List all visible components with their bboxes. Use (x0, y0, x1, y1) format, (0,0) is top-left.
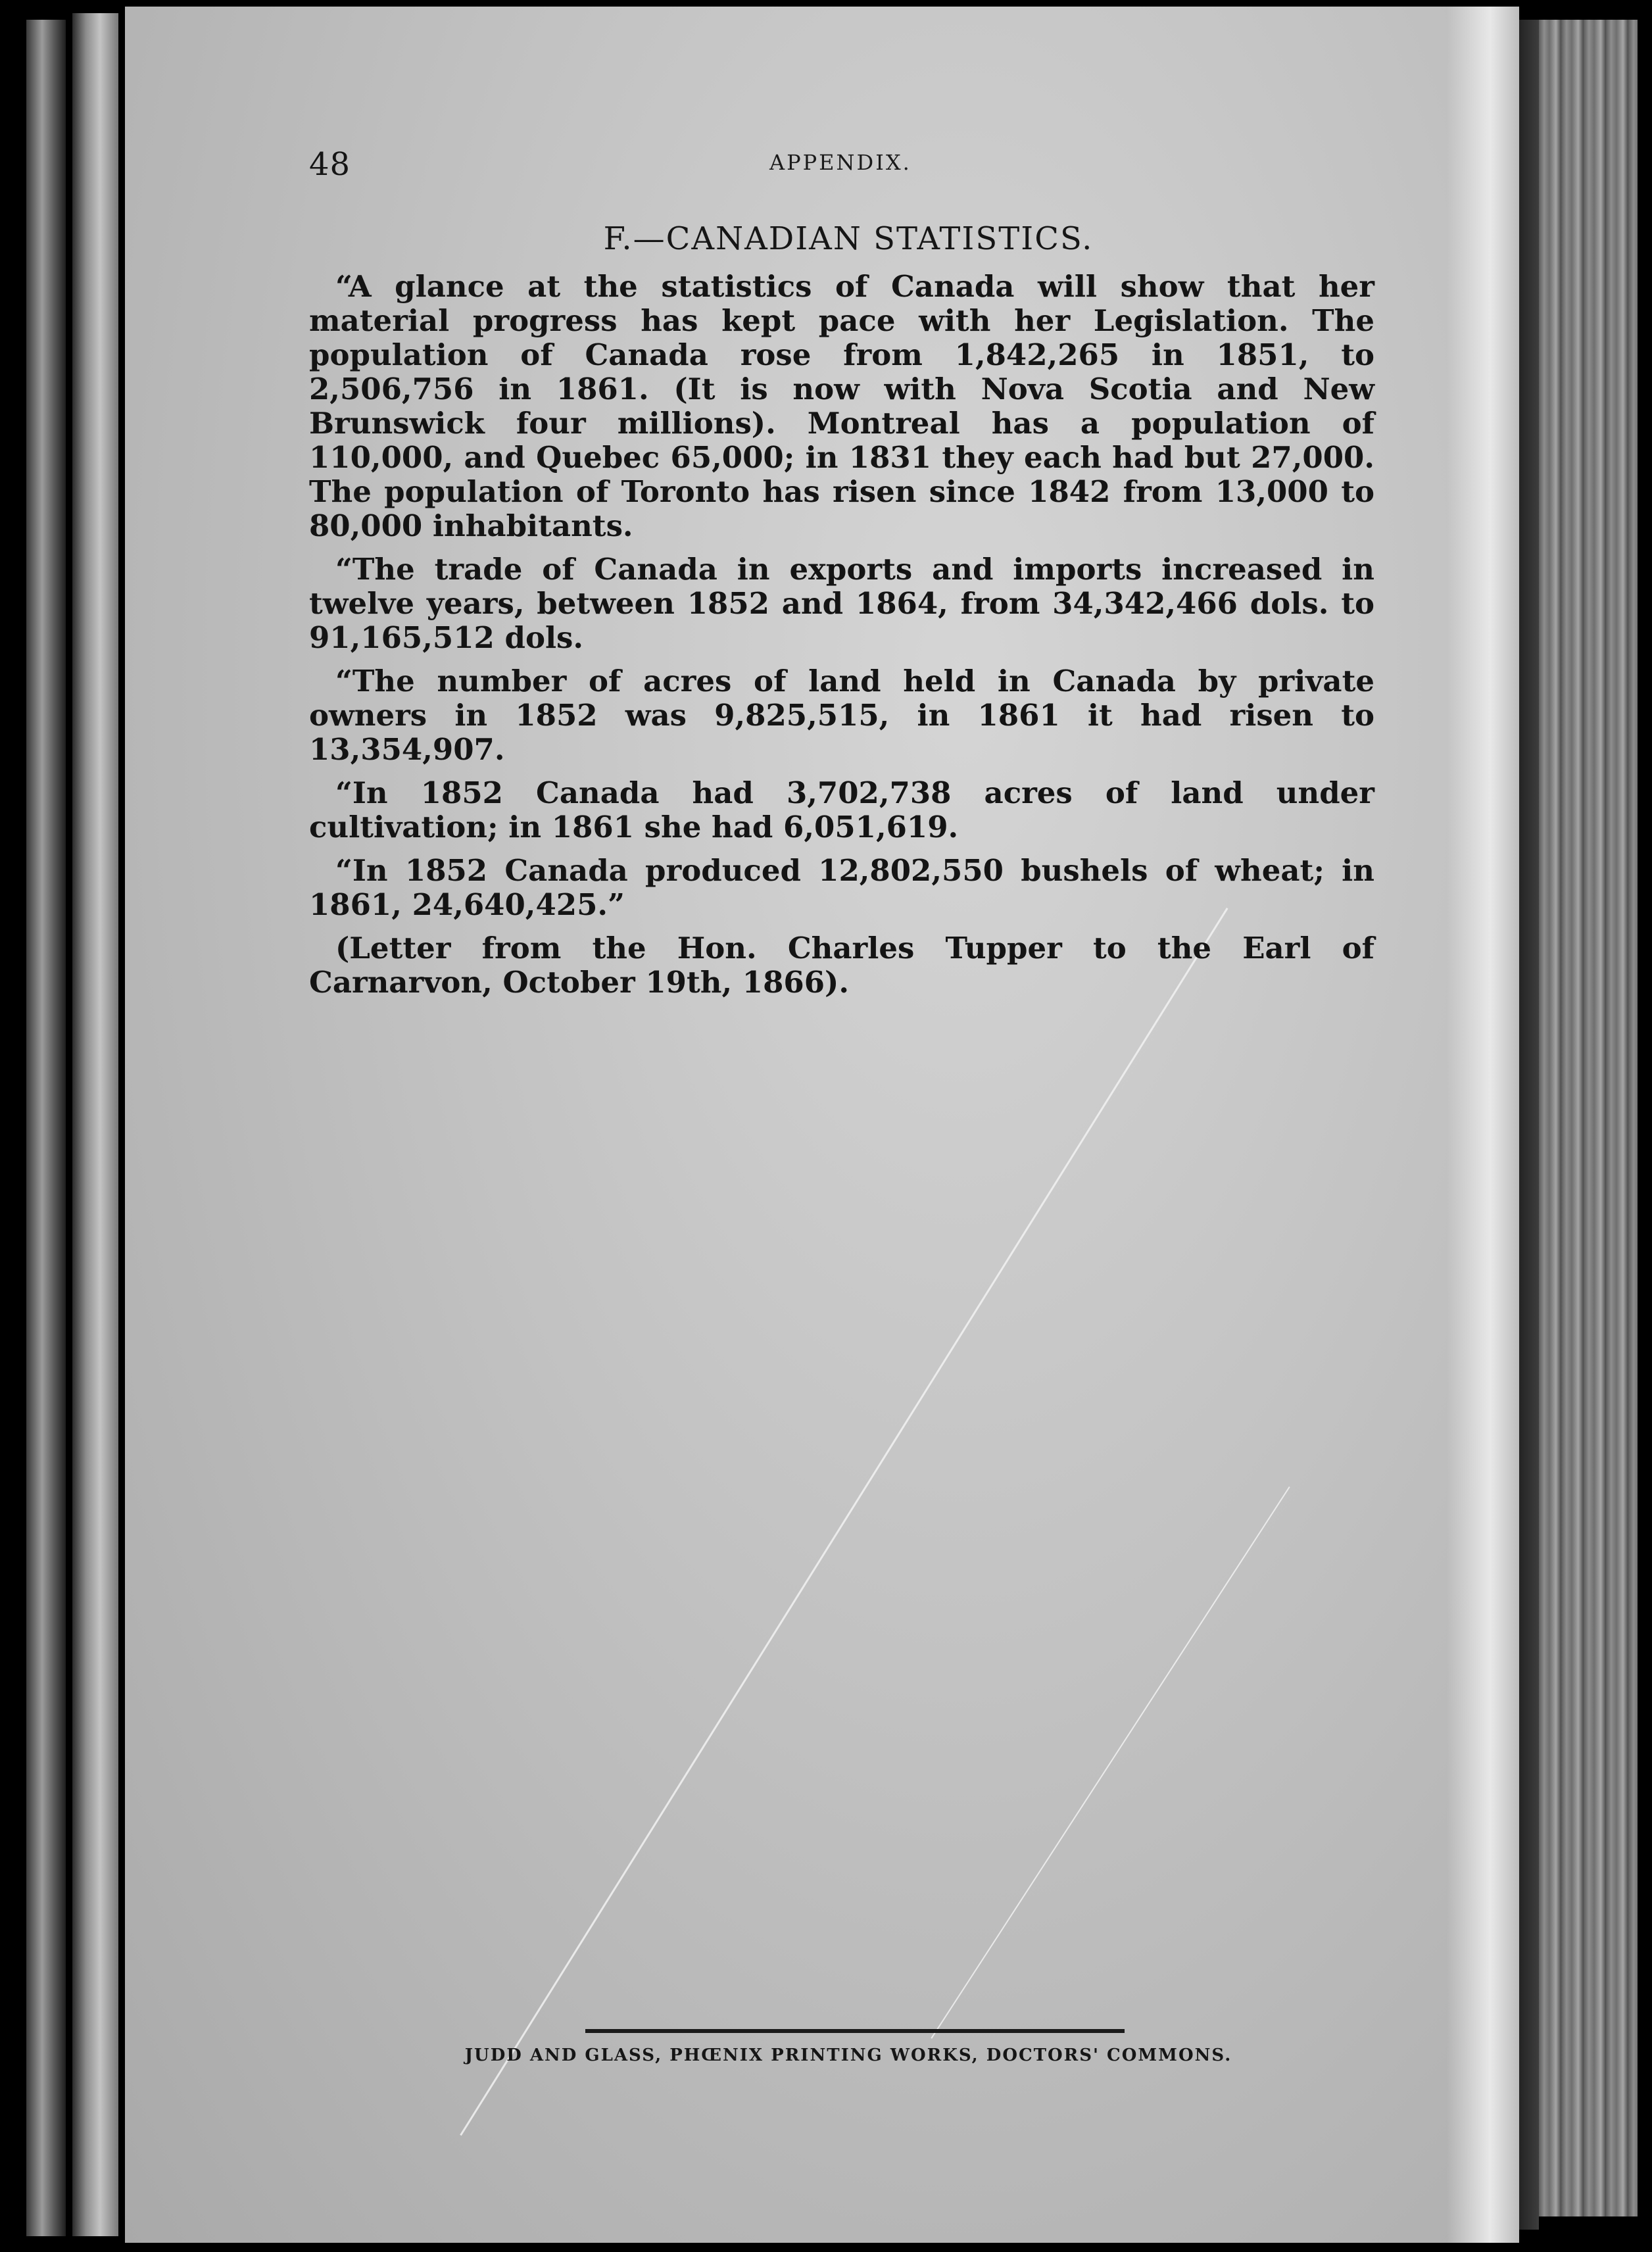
body-text (309, 270, 1374, 1009)
page-fold-highlight (1447, 7, 1519, 2243)
page-header (309, 146, 1388, 185)
printer-imprint: JUDD AND GLASS, PHŒNIX PRINTING WORKS, DOCTORS' COMMONS. (464, 2045, 1232, 2065)
section-title: F.—CANADIAN STATISTICS. (603, 220, 1094, 257)
paragraph-citation: (Letter from the Hon. Charles Tupper to the Earl of Carnarvon, October 19th, 1866). (309, 931, 1374, 1000)
book-edge-left-inner (72, 13, 118, 2236)
paragraph-land-owners: “The number of acres of land held in Canada by private owners in 1852 was 9,825,515, in 1861 it had risen to 13,354,907. (309, 664, 1374, 767)
book-edge-left-outer (26, 20, 66, 2236)
page-number: 48 (309, 146, 351, 183)
running-head: APPENDIX. (769, 150, 911, 175)
footer-rule (585, 2029, 1125, 2033)
paragraph-population: “A glance at the statistics of Canada will show that her material progress has kept pace with her Legislation. The population of Canada rose from 1,842,265 in 1851, to 2,506,756 in 1861. (It is now with Nova Scotia and New Brunswick four millions). Montreal has a population of 110,000, and Quebec 65,000; in 1831 they each had but 27,000. The population of Toronto has risen since 1842 from 13,000 to 80,000 inhabitants. (309, 269, 1374, 543)
paragraph-cultivation: “In 1852 Canada had 3,702,738 acres of land under cultivation; in 1861 she had 6,051,619. (309, 775, 1374, 844)
book-pages-stack (1539, 20, 1638, 2216)
paragraph-wheat: “In 1852 Canada produced 12,802,550 bushels of wheat; in 1861, 24,640,425.” (309, 853, 1374, 922)
paragraph-trade: “The trade of Canada in exports and imports increased in twelve years, between 1852 and 1864, from 34,342,466 dols. to 91,165,512 dols. (309, 552, 1374, 655)
